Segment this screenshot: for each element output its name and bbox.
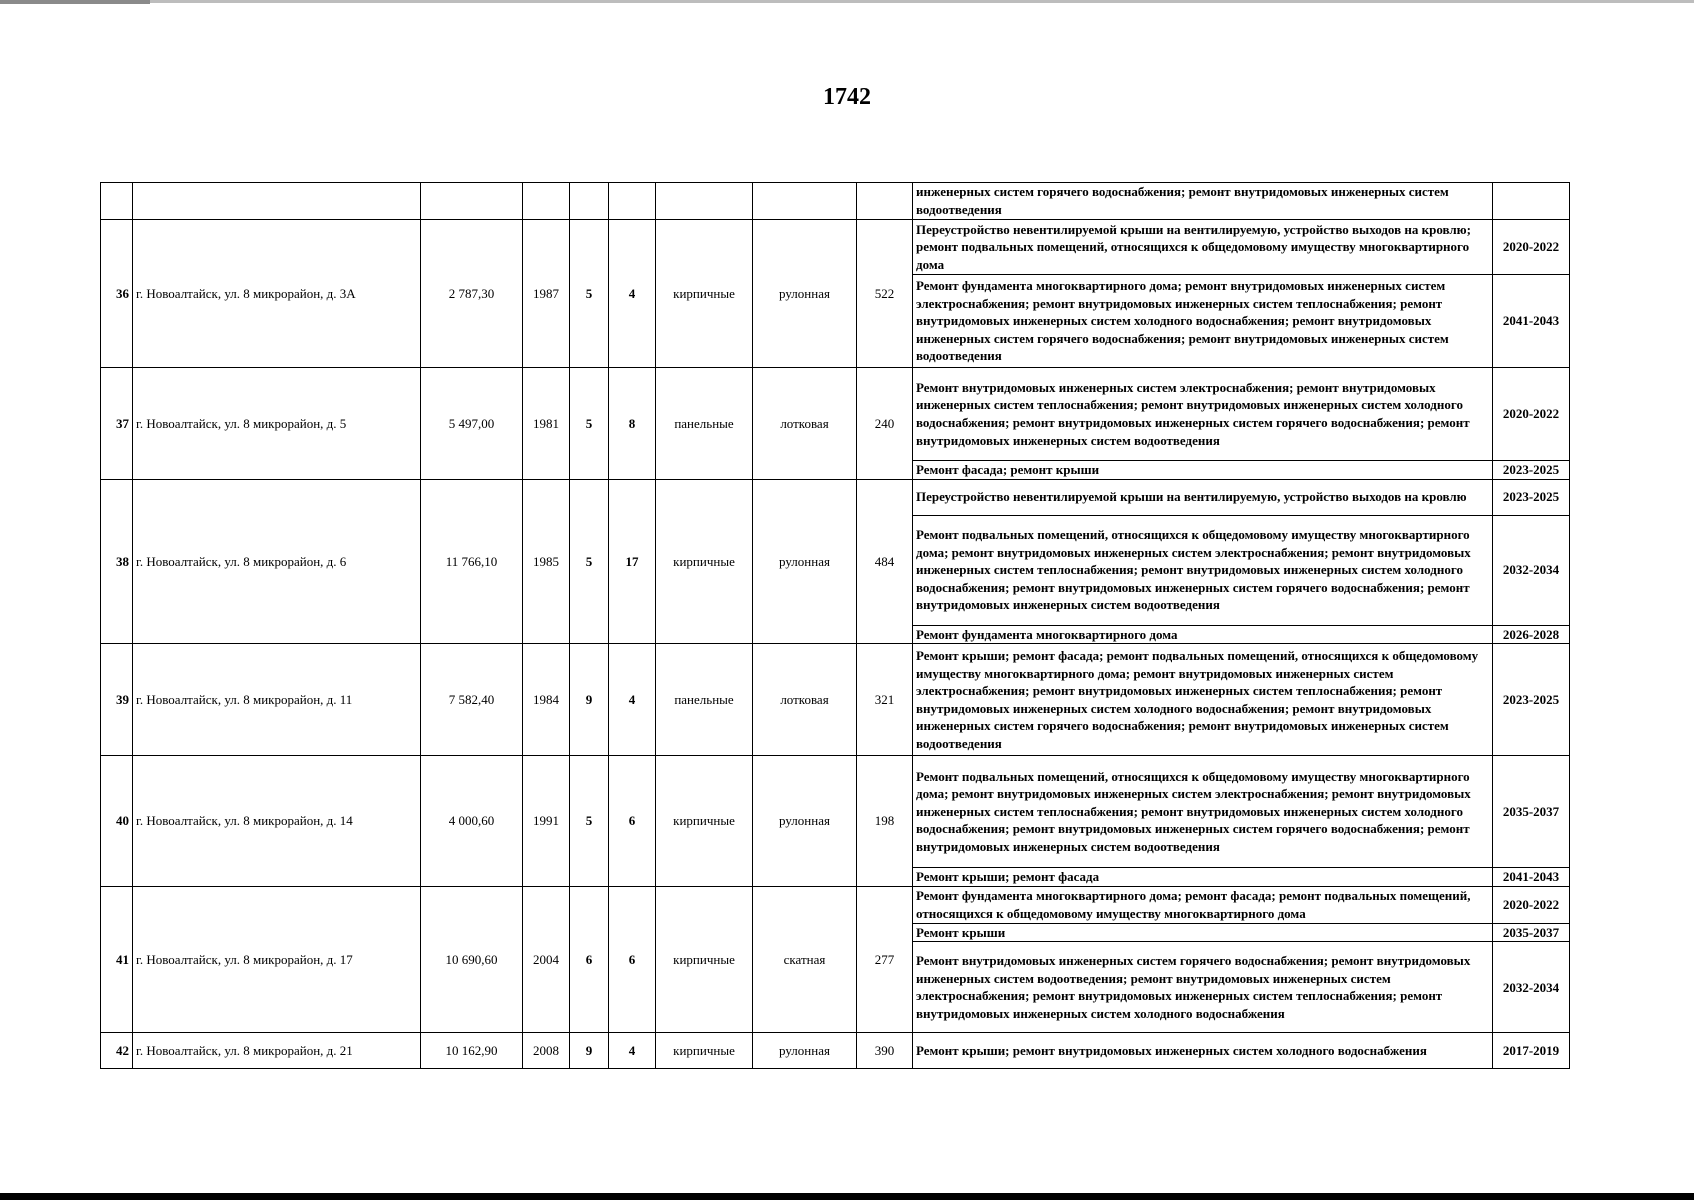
empty-cell bbox=[101, 183, 133, 220]
scan-top-mark bbox=[0, 0, 150, 4]
house-address: г. Новоалтайск, ул. 8 микрорайон, д. 17 bbox=[133, 886, 421, 1033]
wall-material: кирпичные bbox=[656, 886, 753, 1033]
row-number: 39 bbox=[101, 644, 133, 756]
table-row bbox=[101, 756, 1570, 868]
roof-type: рулонная bbox=[753, 220, 857, 368]
wall-material: кирпичные bbox=[656, 1033, 753, 1069]
table-row bbox=[101, 220, 1570, 275]
empty-cell bbox=[656, 183, 753, 220]
roof-type: рулонная bbox=[753, 756, 857, 887]
house-address: г. Новоалтайск, ул. 8 микрорайон, д. 14 bbox=[133, 756, 421, 887]
build-year: 2008 bbox=[523, 1033, 570, 1069]
resident-count: 522 bbox=[857, 220, 913, 368]
work-description: Переустройство невентилируемой крыши на вентилируемую, устройство выходов на кровлю bbox=[913, 479, 1493, 515]
table-row bbox=[101, 368, 1570, 461]
scan-bottom-edge bbox=[0, 1193, 1694, 1200]
floor-count: 5 bbox=[570, 479, 609, 644]
house-address: г. Новоалтайск, ул. 8 микрорайон, д. 5 bbox=[133, 368, 421, 480]
wall-material: панельные bbox=[656, 644, 753, 756]
build-year: 1985 bbox=[523, 479, 570, 644]
work-description: Ремонт фундамента многоквартирного дома; ремонт внутридомовых инженерных систем электроснабжения; ремонт внутридомовых инженерных систем теплоснабжения; ремонт внутридомовых инженерных систем холодного водоснабжения; ремонт внутридомовых инженерных систем горячего водоснабжения; ремонт внутридомовых инженерных систем водоотведения bbox=[913, 275, 1493, 368]
work-description: Ремонт подвальных помещений, относящихся к общедомовому имуществу многоквартирного дома; ремонт внутридомовых инженерных систем электроснабжения; ремонт внутридомовых инженерных систем теплоснабжения; ремонт внутридомовых инженерных систем холодного водоснабжения; ремонт внутридомовых инженерных систем горячего водоснабжения; ремонт внутридомовых инженерных систем водоотведения bbox=[913, 515, 1493, 625]
roof-type: лотковая bbox=[753, 644, 857, 756]
build-year: 1981 bbox=[523, 368, 570, 480]
house-area: 7 582,40 bbox=[421, 644, 523, 756]
work-description: Ремонт внутридомовых инженерных систем горячего водоснабжения; ремонт внутридомовых инженерных систем водоотведения; ремонт внутридомовых инженерных систем электроснабжения; ремонт внутридомовых инженерных систем теплоснабжения; ремонт внутридомовых инженерных систем холодного водоснабжения bbox=[913, 942, 1493, 1033]
house-area: 11 766,10 bbox=[421, 479, 523, 644]
house-address: г. Новоалтайск, ул. 8 микрорайон, д. 6 bbox=[133, 479, 421, 644]
work-period: 2041-2043 bbox=[1493, 275, 1570, 368]
resident-count: 484 bbox=[857, 479, 913, 644]
entrance-count: 4 bbox=[609, 220, 656, 368]
house-area: 5 497,00 bbox=[421, 368, 523, 480]
work-description: Ремонт крыши bbox=[913, 923, 1493, 942]
empty-cell bbox=[857, 183, 913, 220]
work-description: Ремонт фундамента многоквартирного дома; ремонт фасада; ремонт подвальных помещений, относящихся к общедомовому имуществу многоквартирного дома bbox=[913, 886, 1493, 923]
scan-top-edge bbox=[0, 0, 1694, 3]
entrance-count: 4 bbox=[609, 644, 656, 756]
empty-cell bbox=[523, 183, 570, 220]
wall-material: кирпичные bbox=[656, 756, 753, 887]
entrance-count: 17 bbox=[609, 479, 656, 644]
table-row bbox=[101, 886, 1570, 923]
work-period: 2020-2022 bbox=[1493, 220, 1570, 275]
page-number: 1742 bbox=[823, 84, 871, 110]
empty-cell bbox=[609, 183, 656, 220]
wall-material: панельные bbox=[656, 368, 753, 480]
row-number: 38 bbox=[101, 479, 133, 644]
work-period: 2023-2025 bbox=[1493, 479, 1570, 515]
roof-type: рулонная bbox=[753, 479, 857, 644]
work-period: 2023-2025 bbox=[1493, 644, 1570, 756]
work-description: Ремонт внутридомовых инженерных систем электроснабжения; ремонт внутридомовых инженерных систем теплоснабжения; ремонт внутридомовых инженерных систем холодного водоснабжения; ремонт внутридомовых инженерных систем горячего водоснабжения; ремонт внутридомовых инженерных систем водоотведения bbox=[913, 368, 1493, 461]
empty-cell bbox=[133, 183, 421, 220]
build-year: 1984 bbox=[523, 644, 570, 756]
work-description: Ремонт подвальных помещений, относящихся к общедомовому имуществу многоквартирного дома; ремонт внутридомовых инженерных систем электроснабжения; ремонт внутридомовых инженерных систем теплоснабжения; ремонт внутридомовых инженерных систем холодного водоснабжения; ремонт внутридомовых инженерных систем горячего водоснабжения; ремонт внутридомовых инженерных систем водоотведения bbox=[913, 756, 1493, 868]
empty-cell bbox=[421, 183, 523, 220]
work-period: 2035-2037 bbox=[1493, 923, 1570, 942]
work-description: Ремонт крыши; ремонт фасада bbox=[913, 868, 1493, 887]
floor-count: 9 bbox=[570, 1033, 609, 1069]
work-period: 2032-2034 bbox=[1493, 942, 1570, 1033]
roof-type: скатная bbox=[753, 886, 857, 1033]
work-period: 2017-2019 bbox=[1493, 1033, 1570, 1069]
empty-cell bbox=[753, 183, 857, 220]
house-area: 2 787,30 bbox=[421, 220, 523, 368]
resident-count: 240 bbox=[857, 368, 913, 480]
row-number: 40 bbox=[101, 756, 133, 887]
housing-repair-table bbox=[100, 182, 1570, 1069]
work-description: Ремонт фасада; ремонт крыши bbox=[913, 461, 1493, 480]
work-description: Ремонт фундамента многоквартирного дома bbox=[913, 625, 1493, 644]
house-area: 10 162,90 bbox=[421, 1033, 523, 1069]
floor-count: 9 bbox=[570, 644, 609, 756]
row-number: 36 bbox=[101, 220, 133, 368]
work-description: Ремонт крыши; ремонт внутридомовых инженерных систем холодного водоснабжения bbox=[913, 1033, 1493, 1069]
continuation-row bbox=[101, 183, 1570, 220]
floor-count: 5 bbox=[570, 220, 609, 368]
resident-count: 198 bbox=[857, 756, 913, 887]
build-year: 1987 bbox=[523, 220, 570, 368]
resident-count: 321 bbox=[857, 644, 913, 756]
house-address: г. Новоалтайск, ул. 8 микрорайон, д. 3А bbox=[133, 220, 421, 368]
roof-type: рулонная bbox=[753, 1033, 857, 1069]
table-row bbox=[101, 479, 1570, 515]
work-period: 2035-2037 bbox=[1493, 756, 1570, 868]
row-number: 37 bbox=[101, 368, 133, 480]
row-number: 42 bbox=[101, 1033, 133, 1069]
work-description: инженерных систем горячего водоснабжения; ремонт внутридомовых инженерных систем водоотведения bbox=[913, 183, 1493, 220]
empty-cell bbox=[570, 183, 609, 220]
build-year: 2004 bbox=[523, 886, 570, 1033]
house-area: 10 690,60 bbox=[421, 886, 523, 1033]
resident-count: 390 bbox=[857, 1033, 913, 1069]
work-description: Переустройство невентилируемой крыши на вентилируемую, устройство выходов на кровлю; ремонт подвальных помещений, относящихся к общедомовому имуществу многоквартирного дома bbox=[913, 220, 1493, 275]
work-period: 2041-2043 bbox=[1493, 868, 1570, 887]
entrance-count: 8 bbox=[609, 368, 656, 480]
work-period: 2023-2025 bbox=[1493, 461, 1570, 480]
row-number: 41 bbox=[101, 886, 133, 1033]
roof-type: лотковая bbox=[753, 368, 857, 480]
wall-material: кирпичные bbox=[656, 479, 753, 644]
house-address: г. Новоалтайск, ул. 8 микрорайон, д. 11 bbox=[133, 644, 421, 756]
build-year: 1991 bbox=[523, 756, 570, 887]
wall-material: кирпичные bbox=[656, 220, 753, 368]
work-period: 2020-2022 bbox=[1493, 886, 1570, 923]
resident-count: 277 bbox=[857, 886, 913, 1033]
work-period: 2020-2022 bbox=[1493, 368, 1570, 461]
entrance-count: 6 bbox=[609, 886, 656, 1033]
entrance-count: 4 bbox=[609, 1033, 656, 1069]
floor-count: 5 bbox=[570, 368, 609, 480]
table-row bbox=[101, 644, 1570, 756]
work-period: 2032-2034 bbox=[1493, 515, 1570, 625]
work-period: 2026-2028 bbox=[1493, 625, 1570, 644]
house-address: г. Новоалтайск, ул. 8 микрорайон, д. 21 bbox=[133, 1033, 421, 1069]
entrance-count: 6 bbox=[609, 756, 656, 887]
table-row bbox=[101, 1033, 1570, 1069]
house-area: 4 000,60 bbox=[421, 756, 523, 887]
floor-count: 6 bbox=[570, 886, 609, 1033]
work-period bbox=[1493, 183, 1570, 220]
work-description: Ремонт крыши; ремонт фасада; ремонт подвальных помещений, относящихся к общедомовому имуществу многоквартирного дома; ремонт внутридомовых инженерных систем электроснабжения; ремонт внутридомовых инженерных систем теплоснабжения; ремонт внутридомовых инженерных систем холодного водоснабжения; ремонт внутридомовых инженерных систем горячего водоснабжения; ремонт внутридомовых инженерных систем водоотведения bbox=[913, 644, 1493, 756]
floor-count: 5 bbox=[570, 756, 609, 887]
